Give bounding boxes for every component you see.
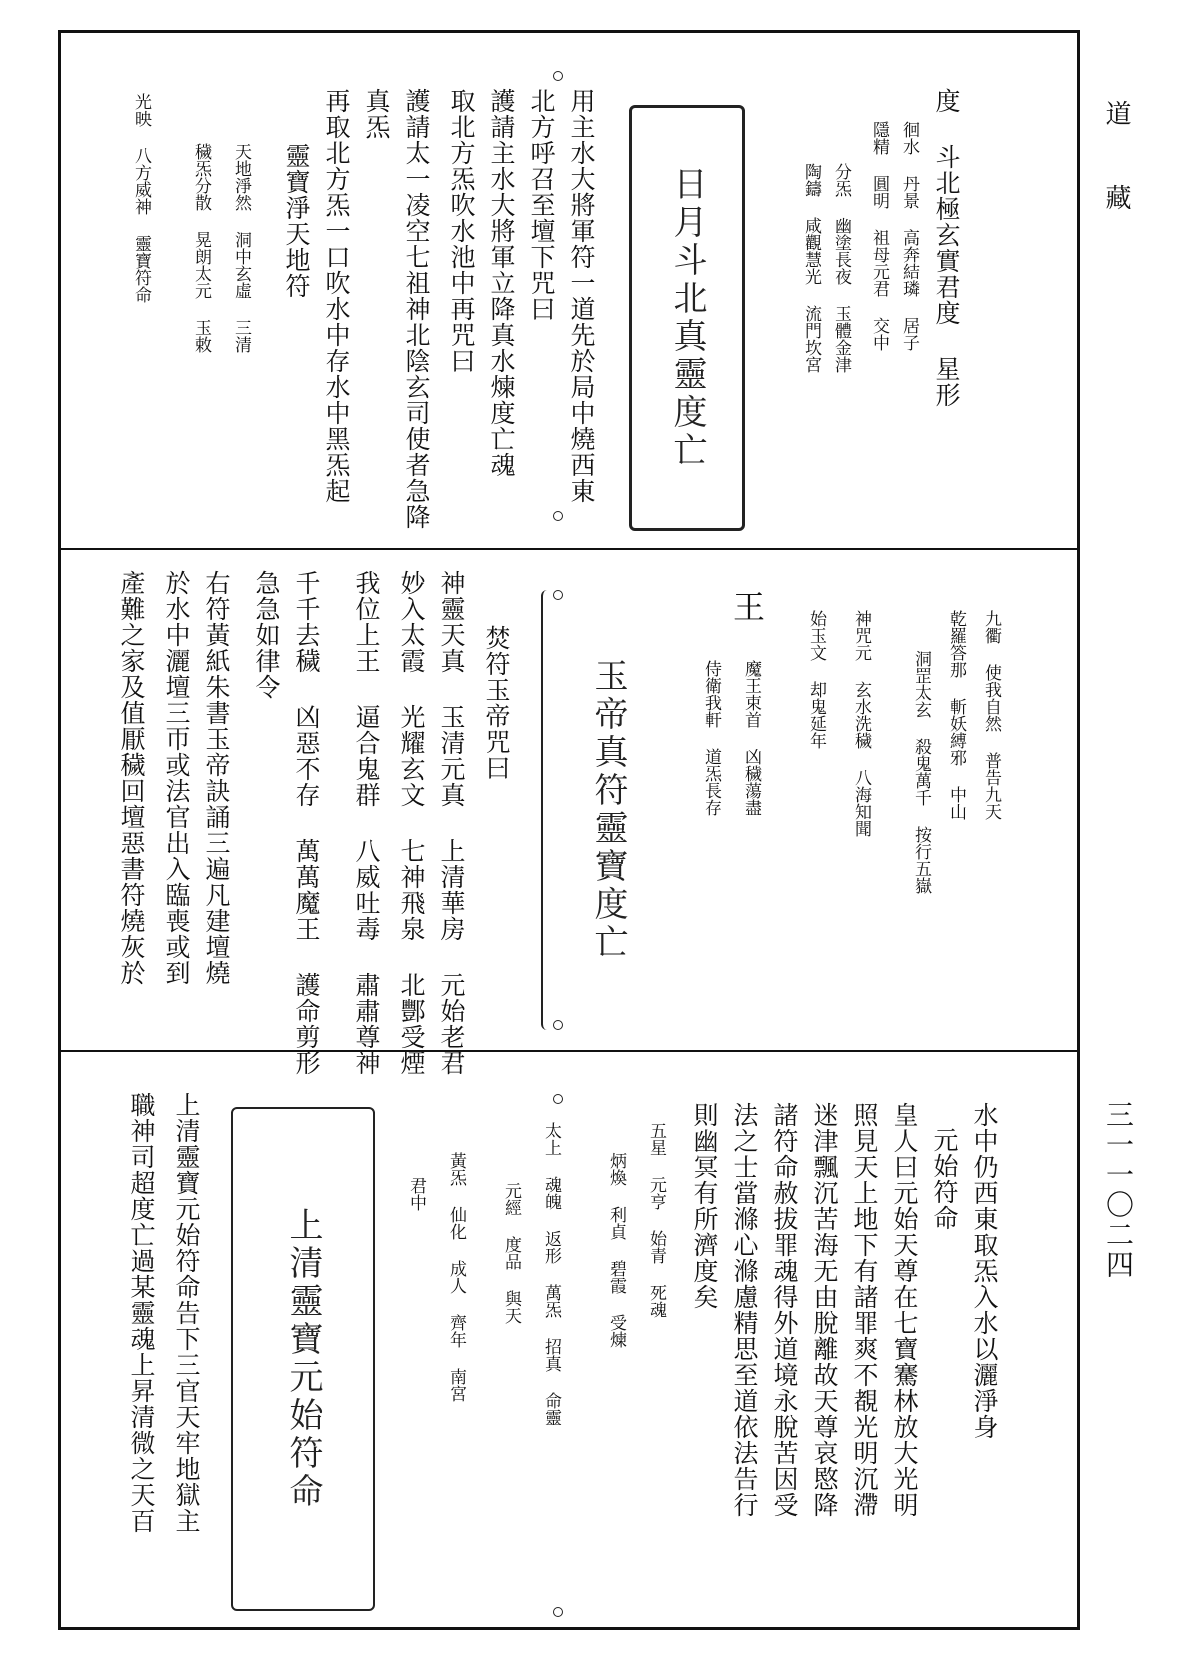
panel-bottom xyxy=(61,1052,1077,1627)
column-8: 侍衛我軒 道炁長存 xyxy=(701,660,721,816)
column-13: 靈寶淨天地符 xyxy=(282,143,311,299)
column-13: 黃炁 仙化 成人 齊年 南宮 xyxy=(446,1152,466,1402)
column-7: 法之士當滌心滌慮精思至道依法告行 xyxy=(730,1102,759,1518)
column-5: 始玉文 却鬼延年 xyxy=(806,610,826,749)
column-11: 妙入太霞 光耀玄文 七神飛泉 北酆受煙 xyxy=(397,570,426,1076)
column-14: 君中 xyxy=(406,1177,426,1211)
column-6: 用主水大將軍符一道先於局中燒西東 xyxy=(567,88,596,504)
column-11: 真炁 xyxy=(362,88,391,140)
margin-title: 道 藏 xyxy=(1101,100,1131,224)
talisman-seal-middle: 玉帝真符靈寶度亡 xyxy=(541,590,673,1030)
column-5: 迷津飄沉苦海无由脫離故天尊哀愍降 xyxy=(810,1102,839,1518)
column-4: 分炁 幽塗長夜 玉體金津 xyxy=(831,163,851,373)
circle-marker-icon xyxy=(553,1020,563,1030)
column-2: 元始符命 xyxy=(930,1127,959,1231)
column-9: 五星 元亨 始青 死魂 xyxy=(646,1122,666,1318)
column-16: 光映 八方威神 靈寶符命 xyxy=(131,93,151,303)
column-1: 度 斗北極玄實君度 星形 xyxy=(932,88,961,408)
column-13: 千千去穢 凶惡不存 萬萬魔王 護命剪形 xyxy=(292,570,321,1076)
column-7: 北方呼召至壇下咒曰 xyxy=(527,88,556,322)
column-4: 神咒元 玄水洗穢 八海知聞 xyxy=(851,610,871,837)
circle-marker-icon xyxy=(553,590,563,600)
circle-marker-icon xyxy=(553,511,563,521)
column-15: 穢炁分散 晃朗太元 玉敕 xyxy=(191,143,211,353)
column-3: 皇人曰元始天尊在七寶騫林放大光明 xyxy=(890,1102,919,1518)
column-11: 太上 魂魄 返形 萬炁 招真 命靈 xyxy=(541,1122,561,1426)
column-12: 再取北方炁一口吹水中存水中黑炁起 xyxy=(322,88,351,504)
page-frame xyxy=(58,30,1080,1630)
circle-marker-icon xyxy=(553,71,563,81)
column-16: 職神司超度亡過某靈魂上昇清微之天百 xyxy=(127,1092,156,1534)
column-8: 則幽冥有所濟度矣 xyxy=(690,1102,719,1310)
column-14: 天地淨然 洞中玄虛 三清 xyxy=(231,143,251,353)
column-12: 元經 度品 與天 xyxy=(501,1182,521,1324)
column-15: 右符黃紙朱書玉帝訣誦三遍凡建壇燒 xyxy=(202,570,231,986)
column-3: 洞罡太玄 殺鬼萬千 按行五嶽 xyxy=(911,650,931,894)
column-9: 焚符玉帝咒曰 xyxy=(482,625,511,781)
column-5: 陶鑄 咸觀慧光 流門坎宮 xyxy=(801,163,821,373)
page-number: 三一一〇二四 xyxy=(1102,1100,1135,1280)
column-8: 護請主水大將軍立降真水煉度亡魂 xyxy=(487,88,516,478)
column-1: 水中仍西東取炁入水以灑淨身 xyxy=(970,1102,999,1440)
column-2: 乾羅答那 斬妖縛邪 中山 xyxy=(946,610,966,820)
column-10: 神靈天真 玉清元真 上清華房 元始老君 xyxy=(437,570,466,1076)
column-17: 產難之家及值厭穢回壇惡書符燒灰於 xyxy=(117,570,146,986)
talisman-seal-bottom: 上清靈寶元始符命 xyxy=(231,1107,375,1611)
talisman-seal-top: 日月斗北真靈度亡 xyxy=(629,105,745,531)
column-16: 於水中灑壇三帀或法官出入臨喪或到 xyxy=(162,570,191,986)
panel-top xyxy=(61,33,1077,548)
column-9: 取北方炁吹水池中再咒曰 xyxy=(447,88,476,374)
panel-middle xyxy=(61,550,1077,1076)
circle-marker-icon xyxy=(553,1094,563,1104)
column-3: 隱精 圓明 祖母元君 交中 xyxy=(869,121,889,351)
column-4: 照見天上地下有諸罪爽不覩光明沉滯 xyxy=(850,1102,879,1518)
column-7: 魔王束首 凶穢蕩盡 xyxy=(741,660,761,816)
column-1: 九衢 使我自然 普告九天 xyxy=(981,610,1001,820)
column-6: 諸符命赦拔罪魂得外道境永脫苦因受 xyxy=(770,1102,799,1518)
column-15: 上清靈寶元始符命告下三官天牢地獄主 xyxy=(172,1092,201,1534)
circle-marker-icon xyxy=(553,1607,563,1617)
column-10: 護請太一凌空七祖神北陰玄司使者急降 xyxy=(402,88,431,530)
column-2: 徊水 丹景 高奔結璘 居子 xyxy=(899,121,919,351)
column-6: 王 xyxy=(728,590,766,623)
column-10: 炳煥 利貞 碧霞 受煉 xyxy=(606,1152,626,1348)
column-12: 我位上王 逼合鬼群 八威吐毒 肅肅尊神 xyxy=(352,570,381,1076)
column-14: 急急如律令 xyxy=(252,570,281,700)
